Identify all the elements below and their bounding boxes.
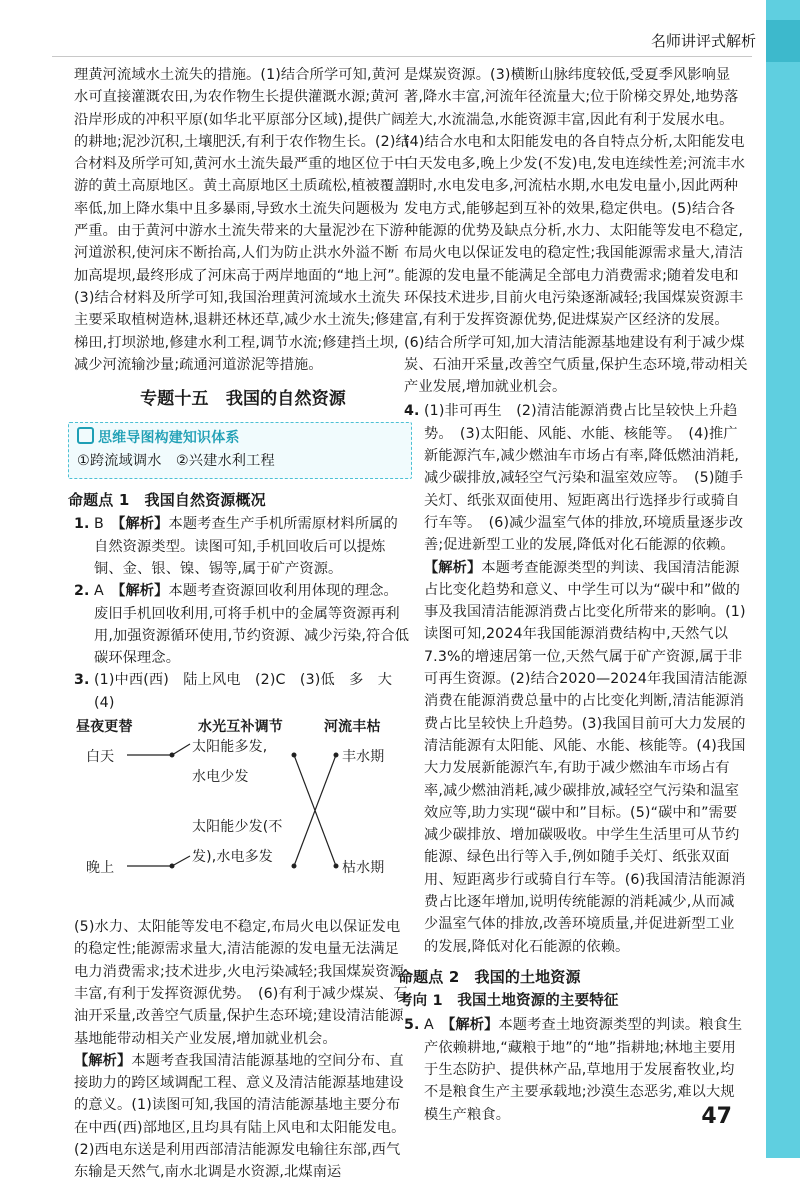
diagram-header-1: 昼夜更替 (76, 719, 133, 736)
link-day-top (172, 744, 190, 755)
topic-title: 专题十五 我国的自然资源 (140, 389, 346, 410)
link-night-bottom (172, 856, 190, 866)
intro-paragraph: 理黄河流域水土流失的措施。(1)结合所学可知,黄河水可直接灌溉农田,为农作物生长提供灌溉水源;黄河沿岸形成的冲积平原(如华北平原部分区域),提供广阔的耕地;泥沙沉积,土壤肥沃,有利于农作物生长。(2)结合材料及所学可知,黄河水土流失最严重的地区位于中游的黄土高原地区。黄土高原地区土质疏松,植被覆盖率低,加上降水集中且多暴雨,导致水土流失问题极为严重。由于黄河中游水土流失带来的大量泥沙在下游河道淤积,使河床不断抬高,人们为防止洪水外溢不断加高堤坝,最终形成了河床高于两岸地面的“地上河”。(3)结合材料及所学可知,我国治理黄河流域水土流失主要采取植树造林,退耕还林还草,减少水土流失;修建梯田,打坝淤地,修建水利工程,调节水流;修建挡土坝,减少河流输沙量;疏通河道淤泥等措施。 (74, 67, 410, 373)
header-rule (52, 56, 752, 57)
question-4: 4. (1)非可再生 (2)清洁能源消费占比呈较快上升趋势。 (3)太阳能、风能、水能、核能等。 (4)推广新能源汽车,减少燃油车市场占有率,降低燃油消耗,减少碳排放,减轻空气污染和温室效应等。 (5)随手关灯、纸张双面使用、短距离出行选择步行或骑自行车等。 (6)减少温室气体的排放,环境质量逐步改善;促进新型工业的发展,降低对化石能源的依赖。 (404, 403, 744, 554)
question-2: 2. A 【解析】本题考查资源回收利用体现的理念。废旧手机回收利用,可将手机中的金属等资源再利用,加强资源循环使用,节约资源、减少污染,符合低碳环保理念。 (74, 583, 410, 667)
page-number: 47 (701, 1104, 732, 1129)
diagram-mid-bottom-2: 发),水电多发 (192, 849, 273, 866)
question-5: 5. A 【解析】本题考查土地资源类型的判读。粮食生产依赖耕地,“藏粮于地”的“地”指耕地;林地主要用于生态防护、提供林产品,草地用于发展畜牧业,均不是粮食生产主要承载地;沙漠生态恶劣,难以大规模生产粮食。 (404, 1017, 743, 1123)
right-column (398, 64, 748, 1126)
question-3-answer-rest: (5)水力、太阳能等发电不稳定,布局火电以保证发电的稳定性;能源需求量大,清洁能源的发电量无法满足电力消费需求;技术进步,火电污染减轻;我国煤炭资源丰富,有利于发挥资源优势。 (6)有利于减少煤炭、石油开采量,改善空气质量,保护生态环境;建设清洁能源基地能带动相关产业发展,增加就业机会。 (74, 919, 408, 1047)
continued-paragraph: 是煤炭资源。(3)横断山脉纬度较低,受夏季风影响显著,降水丰富,河流年径流量大;位于阶梯交界处,地势落差大,水流湍急,水能资源丰富,因此有利于发展水电。(4)结合水电和太阳能发电的各自特点分析,太阳能发电白天发电多,晚上少发(不发)电,发电连续性差;河流丰水期时,水电发电多,河流枯水期,水电发电量小,因此两种发电方式,能够起到互补的效果,稳定供电。(5)结合各种能源的优势及缺点分析,水力、太阳能等发电不稳定,布局火电以保证发电的稳定性;我国能源需求量大,清洁能源的发电量不能满足全部电力消费需求;随着发电和环保技术进步,目前火电污染逐渐减轻;我国煤炭资源丰富,有利于发挥资源优势,促进煤炭产区经济的发展。(6)结合所学可知,加大清洁能源基地建设有利于减少煤炭、石油开采量,改善空气质量,保护生态环境,带动相关产业发展,增加就业机会。 (404, 67, 748, 396)
question-3: 3. (1)中西(西) 陆上风电 (2)C (3)低 多 大 (4) (74, 672, 393, 711)
diagram-right-dry: 枯水期 (342, 860, 385, 877)
diagram-header-2: 水光互补调节 (198, 719, 283, 736)
diagram-mid-top-2: 水电少发 (192, 769, 249, 786)
side-color-strip (766, 0, 800, 1158)
left-column (68, 64, 412, 1184)
diagram-right-wet: 丰水期 (342, 749, 385, 766)
notebook-icon (77, 427, 94, 444)
section-title-2: 命题点 2 我国的土地资源 (398, 967, 581, 986)
diagram-left-night: 晚上 (86, 860, 115, 877)
dot-right-top (334, 753, 339, 758)
mind-map-box (68, 422, 412, 479)
question-4-analysis: 【解析】本题考查能源类型的判读、我国清洁能源占比变化趋势和意义、中学生可以为“碳中和”做的事及我国清洁能源消费占比变化所带来的影响。(1)读图可知,2024年我国能源消费结构中,天然气以7.3%的增速居第一位,天然气属于矿产资源,属于非可再生资源。(2)结合2020—2024年我国清洁能源消费在能源消费总量中的占比变化判断,清洁能源消费占比呈较快上升趋势。(3)我国目前可大力发展的清洁能源有太阳能、风能、水能、核能等。(4)我国大力发展新能源汽车,有助于减少燃油车市场占有率,减少燃油消耗,减少碳排放,减轻空气污染和温室效应等,助力实现“碳中和”目标。(5)“碳中和”需要减少碳排放、增加碳吸收。中学生生活里可从节约能源、绿色出行等入手,例如随手关灯、纸张双面用、短距离步行或骑自行车等。(6)我国清洁能源消费占比逐年增加,说明传统能源的消耗减少,从而减少温室气体的排放,改善环境质量,并促进新型工业的发展,降低对化石能源的依赖。 (424, 559, 748, 955)
dot-right-bottom (334, 864, 339, 869)
diagram-mid-top-1: 太阳能多发, (192, 739, 268, 756)
diagram-mid-bottom-1: 太阳能少发(不 (192, 819, 283, 836)
section-title-1: 命题点 1 我国自然资源概况 (68, 491, 266, 510)
side-tab-marker (766, 20, 800, 62)
mind-map-content: ①跨流域调水 ②兴建水利工程 (77, 452, 275, 469)
diagram-header-3: 河流丰枯 (324, 719, 381, 736)
sub-title-1: 考向 1 我国土地资源的主要特征 (398, 993, 619, 1010)
question-1: 1. B 【解析】本题考查生产手机所需原材料所属的自然资源类型。读图可知,手机回收后可以提炼铜、金、银、镍、锡等,属于矿产资源。 (74, 516, 398, 577)
mind-map-title: 思维导图构建知识体系 (77, 427, 403, 449)
diagram-left-day: 白天 (86, 749, 115, 766)
question-3-analysis: 【解析】本题考查我国清洁能源基地的空间分布、直接助力的跨区域调配工程、意义及清洁能源基地建设的意义。(1)读图可知,我国的清洁能源基地主要分布在中西(西)部地区,且均具有陆上风电和太阳能发电。(2)西电东送是利用西部清洁能源发电输往东部,西气东输是天然气,南水北调是水资源,北煤南运 (74, 1052, 406, 1181)
complementary-diagram (72, 716, 412, 912)
header-title: 名师讲评式解析 (650, 32, 756, 50)
